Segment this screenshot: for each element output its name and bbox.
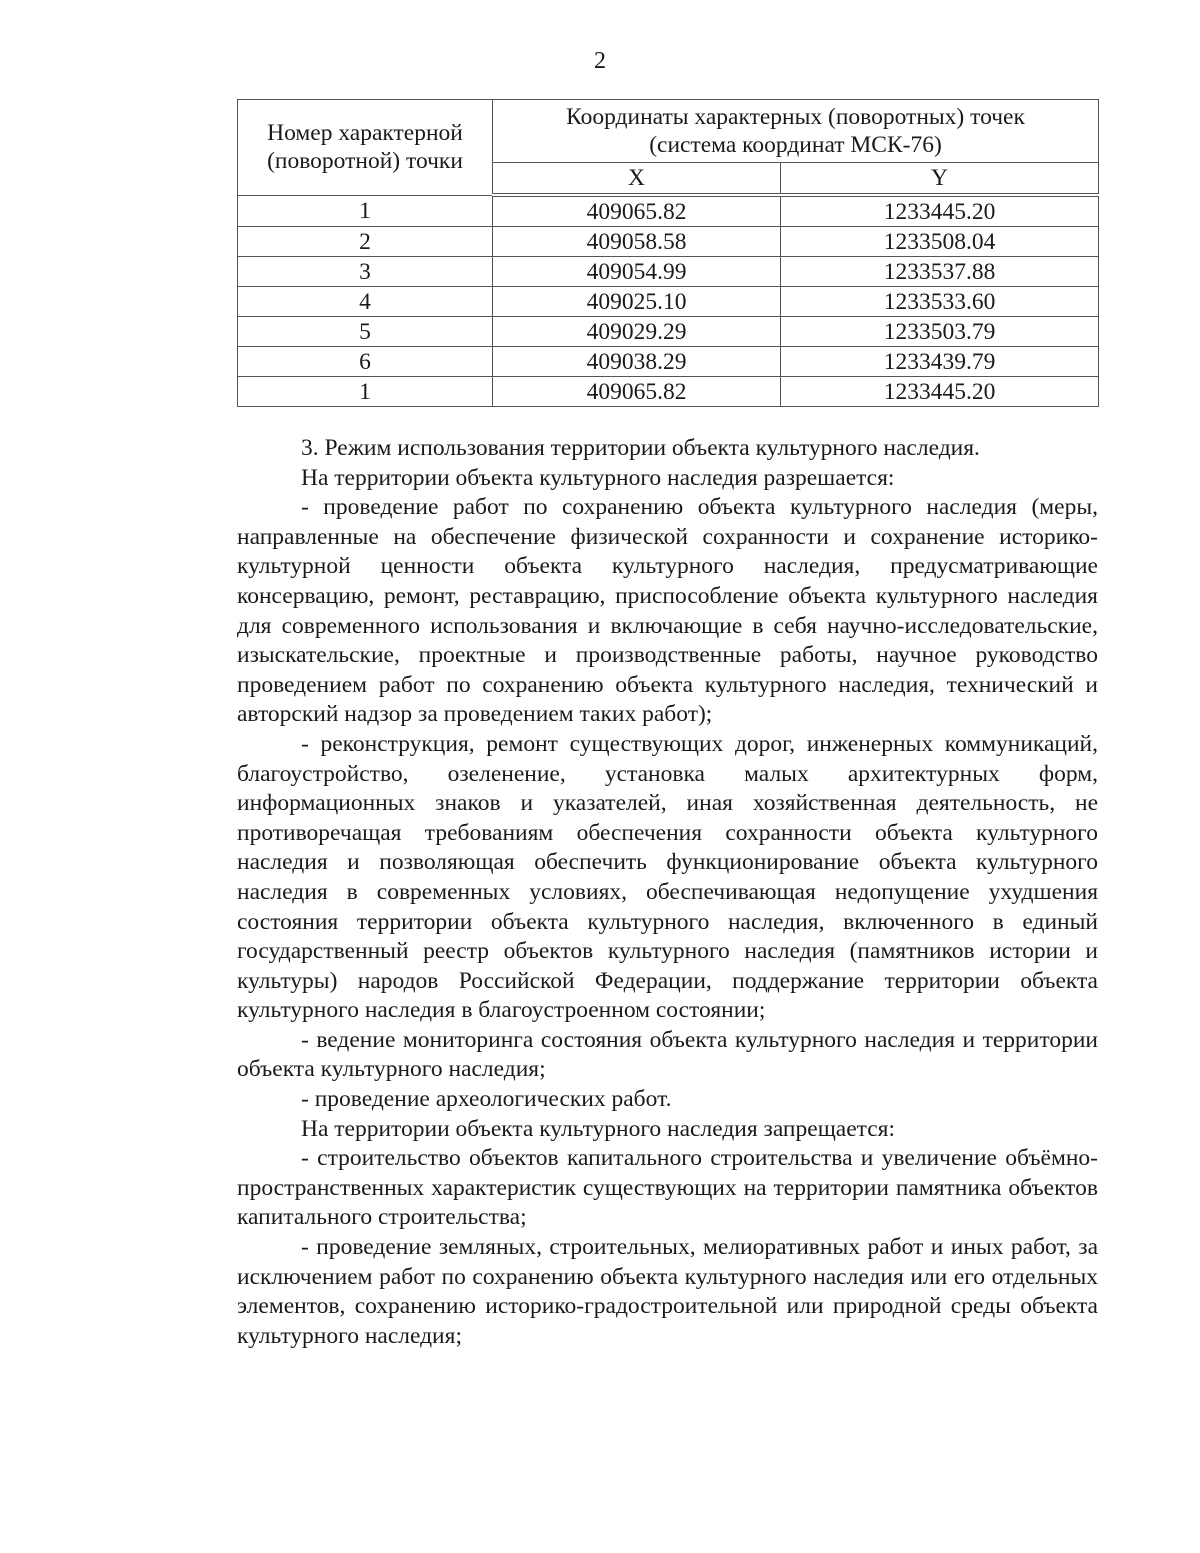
- page-number: 2: [594, 48, 606, 74]
- cell-point-number: 1: [238, 195, 493, 227]
- cell-y: 1233533.60: [781, 287, 1099, 317]
- prohibited-intro: На территории объекта культурного наследия запрещается:: [301, 1115, 895, 1142]
- cell-y: 1233445.20: [781, 377, 1099, 407]
- cell-point-number: 6: [238, 347, 493, 377]
- cell-y: 1233508.04: [781, 227, 1099, 257]
- table-row: [238, 257, 1099, 287]
- header-coordinates: [493, 100, 1099, 163]
- cell-point-number: 4: [238, 287, 493, 317]
- cell-y: 1233537.88: [781, 257, 1099, 287]
- cell-x: 409025.10: [493, 287, 781, 317]
- table-row: [238, 287, 1099, 317]
- header-point-number: Номер характерной (поворотной) точки: [238, 100, 493, 196]
- cell-point-number: 5: [238, 317, 493, 347]
- table-row: [238, 347, 1099, 377]
- regime-text: [237, 434, 1098, 1351]
- allowed-intro: На территории объекта культурного наследия разрешается:: [301, 464, 895, 491]
- cell-x: 409065.82: [493, 377, 781, 407]
- section-heading: 3. Режим использования территории объекта культурного наследия.: [301, 435, 980, 461]
- cell-x: 409038.29: [493, 347, 781, 377]
- table-row: [238, 195, 1099, 227]
- paragraph: - строительство объектов капитального строительства и увеличение объёмно-пространственных характеристик существующих на территории памятника объектов капитального строительства;: [237, 1145, 1098, 1231]
- paragraph: - проведение работ по сохранению объекта культурного наследия (меры, направленные на обеспечение физической сохранности и сохранение историко-культурной ценности объекта культурного наследия, предусматривающие консервацию, ремонт, реставрацию, приспособление объекта культурного наследия для современного использования и включающие в себя научно-исследовательские, изыскательские, проектные и производственные работы, научное руководство проведением работ по сохранению объекта культурного наследия, технический и авторский надзор за проведением таких работ);: [237, 494, 1098, 728]
- paragraph: - ведение мониторинга состояния объекта культурного наследия и территории объекта культурного наследия;: [237, 1026, 1098, 1083]
- cell-y: 1233445.20: [781, 195, 1099, 227]
- paragraph: - проведение археологических работ.: [301, 1086, 672, 1113]
- cell-x: 409058.58: [493, 227, 781, 257]
- coordinates-table: [237, 99, 1099, 407]
- cell-point-number: 2: [238, 227, 493, 257]
- table-row: [238, 317, 1099, 347]
- paragraph: - реконструкция, ремонт существующих дорог, инженерных коммуникаций, благоустройство, озеленение, установка малых архитектурных форм, информационных знаков и указателей, иная хозяйственная деятельность, не противоречащая требованиям обеспечения сохранности объекта культурного наследия и позволяющая обеспечить функционирование объекта культурного наследия в современных условиях, обеспечивающая недопущение ухудшения состояния территории объекта культурного наследия, включенного в единый государственный реестр объектов культурного наследия (памятников истории и культуры) народов Российской Федерации, поддержание территории объекта культурного наследия в благоустроенном состоянии;: [237, 730, 1098, 1024]
- cell-y: 1233439.79: [781, 347, 1099, 377]
- cell-point-number: 1: [238, 377, 493, 407]
- cell-x: 409029.29: [493, 317, 781, 347]
- cell-x: 409054.99: [493, 257, 781, 287]
- table-row: [238, 377, 1099, 407]
- header-coordinates-line1: Координаты характерных (поворотных) точек: [566, 104, 1025, 130]
- table-row: [238, 227, 1099, 257]
- cell-point-number: 3: [238, 257, 493, 287]
- header-coordinates-line2: (система координат МСК-76): [649, 132, 942, 158]
- header-x: X: [493, 163, 781, 196]
- paragraph: - проведение земляных, строительных, мелиоративных работ и иных работ, за исключением работ по сохранению объекта культурного наследия или его отдельных элементов, сохранению историко-градостроительной или природной среды объекта культурного наследия;: [237, 1234, 1098, 1349]
- header-y: Y: [781, 163, 1099, 196]
- cell-y: 1233503.79: [781, 317, 1099, 347]
- cell-x: 409065.82: [493, 195, 781, 227]
